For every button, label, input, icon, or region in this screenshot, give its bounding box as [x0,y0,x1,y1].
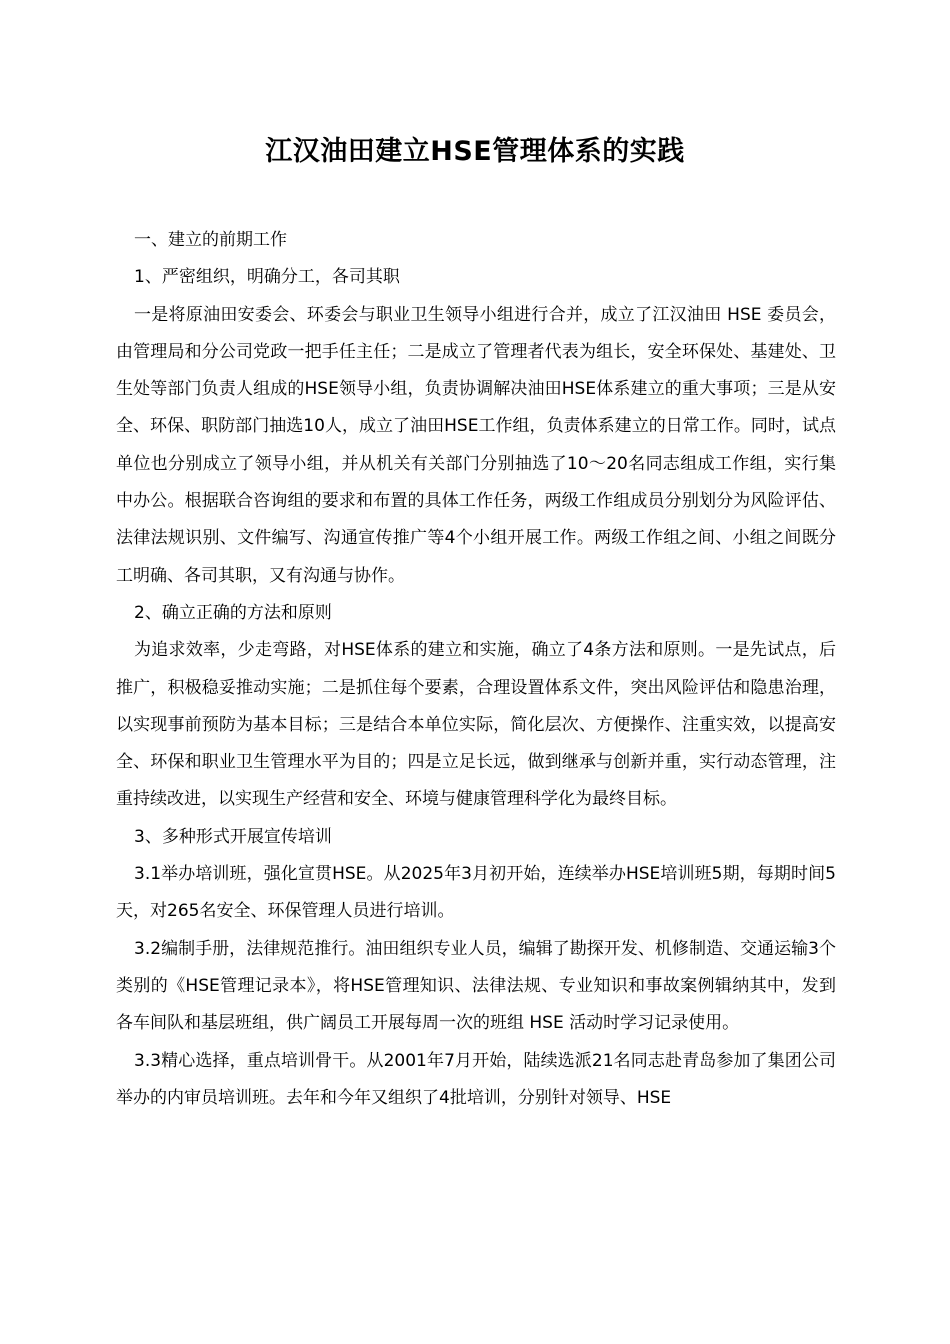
subsection-heading: 3、多种形式开展宣传培训 [134,826,332,847]
document-body [116,222,836,1117]
body-paragraph: 3.1举办培训班，强化宣贯HSE。从2025年3月初开始，连续举办HSE培训班5期，每期时间5天，对265名安全、环保管理人员进行培训。 [116,864,836,922]
subsection-heading: 2、确立正确的方法和原则 [134,602,332,623]
document-title: 江汉油田建立HSE管理体系的实践 [265,136,685,167]
body-paragraph: 为追求效率，少走弯路，对HSE体系的建立和实施，确立了4条方法和原则。一是先试点，后推广，积极稳妥推动实施；二是抓住每个要素，合理设置体系文件，突出风险评估和隐患治理，以实现事前预防为基本目标；三是结合本单位实际，简化层次、方便操作、注重实效，以提高安全、环保和职业卫生管理水平为目的；四是立足长远，做到继承与创新并重，实行动态管理，注重持续改进，以实现生产经营和安全、环境与健康管理科学化为最终目标。 [116,640,836,810]
body-paragraph: 3.3精心选择，重点培训骨干。从2001年7月开始，陆续选派21名同志赴青岛参加了集团公司举办的内审员培训班。去年和今年又组织了4批培训，分别针对领导、HSE [116,1050,836,1108]
subsection-heading: 1、严密组织，明确分工，各司其职 [134,267,400,288]
body-paragraph: 3.2编制手册，法律规范推行。油田组织专业人员，编辑了勘探开发、机修制造、交通运输3个类别的《HSE管理记录本》，将HSE管理知识、法律法规、专业知识和事故案例辑纳其中，发到各车间队和基层班组，供广阔员工开展每周一次的班组 HSE 活动时学习记录使用。 [116,938,836,1034]
body-paragraph: 一是将原油田安委会、环委会与职业卫生领导小组进行合并，成立了江汉油田 HSE 委员会，由管理局和分公司党政一把手任主任；二是成立了管理者代表为组长，安全环保处、基建处、卫生处等部门负责人组成的HSE领导小组，负责协调解决油田HSE体系建立的重大事项；三是从安全、环保、职防部门抽选10人，成立了油田HSE工作组，负责体系建立的日常工作。同时，试点单位也分别成立了领导小组，并从机关有关部门分别抽选了10～20名同志组成工作组，实行集中办公。根据联合咨询组的要求和布置的具体工作任务，两级工作组成员分别划分为风险评估、法律法规识别、文件编写、沟通宣传推广等4个小组开展工作。两级工作组之间、小组之间既分工明确、各司其职，又有沟通与协作。 [116,304,836,586]
section-heading: 一、建立的前期工作 [134,230,287,250]
